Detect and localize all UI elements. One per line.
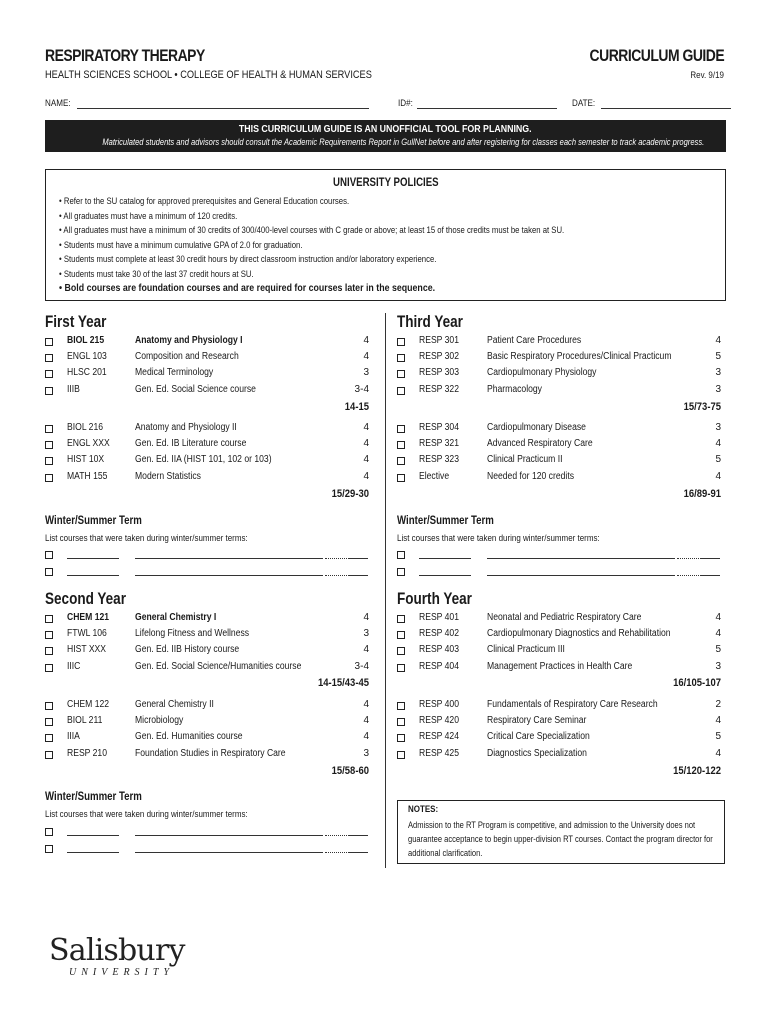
course-name-wrap [487,731,721,742]
course-name: Cardiopulmonary Diagnostics and Rehabilitation [487,628,671,640]
winter-summer-note: List courses that were taken during winter/summer terms: [45,809,248,820]
column-divider [385,313,386,868]
id-field[interactable] [398,98,557,109]
course-name-wrap [487,454,721,465]
course-checkbox[interactable] [397,631,405,639]
course-checkbox[interactable] [45,354,53,362]
policy-item: • All graduates must have a minimum of 120 credits. [59,210,238,221]
year-title: Third Year [397,313,463,331]
semester-total: 15/58-60 [331,765,369,777]
course-credits: 2 [715,699,721,710]
course-checkbox[interactable] [45,647,53,655]
course-row[interactable] [397,731,721,747]
course-checkbox[interactable] [45,631,53,639]
course-name: Medical Terminology [135,367,214,379]
course-row[interactable] [45,471,369,487]
course-code: RESP 425 [419,747,460,759]
course-checkbox[interactable] [45,425,53,433]
course-code: RESP 302 [419,351,460,363]
policy-item: • Refer to the SU catalog for approved prerequisites and General Education courses. [59,196,350,206]
course-name: Gen. Ed. Social Science/Humanities course [135,660,302,672]
course-code: IIIB [67,383,80,395]
course-credits: 4 [363,438,369,450]
winter-summer-title: Winter/Summer Term [397,515,494,527]
course-credits: 3-4 [354,383,369,395]
policy-item: • Students must have a minimum cumulative GPA of 2.0 for graduation. [59,239,303,250]
course-checkbox[interactable] [45,441,53,449]
policy-item: • All graduates must have a minimum of 30 credits of 300/400-level courses with C grade or above; at least 15 of those credits must be taken at SU. [59,225,565,235]
course-name: Pharmacology [487,383,542,395]
course-code: FTWL 106 [67,628,107,640]
semester-total: 16/105-107 [673,677,721,689]
course-name-wrap [487,367,721,378]
school-subtitle: HEALTH SCIENCES SCHOOL • COLLEGE OF HEALTH & HUMAN SERVICES [45,69,372,81]
course-name-wrap [135,422,369,433]
course-checkbox[interactable] [45,387,53,395]
date-line[interactable] [601,98,731,109]
semester-total: 15/73-75 [683,401,721,413]
notes-box [397,800,725,864]
course-name: Needed for 120 credits [487,470,575,482]
course-checkbox[interactable] [397,664,405,672]
course-name-wrap [487,699,721,710]
checkbox[interactable] [45,568,53,576]
course-row[interactable] [45,748,369,764]
course-row[interactable] [397,422,721,438]
course-name: Composition and Research [135,351,239,363]
winter-summer-title: Winter/Summer Term [45,791,142,803]
winter-summer-entry[interactable] [45,566,375,580]
checkbox[interactable] [397,568,405,576]
course-name: Diagnostics Specialization [487,747,587,759]
course-credits: 3 [715,422,721,433]
policies-list [59,194,646,296]
course-checkbox[interactable] [397,647,405,655]
revision-label: Rev. 9/19 [690,70,724,81]
course-name-wrap [135,367,369,378]
course-row[interactable] [45,661,369,677]
year-title: Second Year [45,590,126,608]
course-name-wrap [135,699,369,710]
course-code: ENGL XXX [67,438,110,450]
year-title: First Year [45,313,107,331]
course-name: Clinical Practicum II [487,454,563,466]
checkbox[interactable] [45,845,53,853]
winter-summer-entry[interactable] [397,549,727,563]
course-code: RESP 400 [419,699,460,710]
course-credits: 4 [715,715,721,727]
course-row[interactable] [45,351,369,367]
course-row[interactable] [397,454,721,470]
course-checkbox[interactable] [397,425,405,433]
course-credits: 3 [363,367,369,379]
document-title: CURRICULUM GUIDE [589,46,724,65]
course-checkbox[interactable] [45,338,53,346]
course-code: RESP 402 [419,628,460,640]
winter-summer-entry[interactable] [45,826,375,840]
course-credits: 4 [715,438,721,450]
course-name-wrap [487,422,721,433]
name-label: NAME: [45,98,71,109]
course-code: HIST 10X [67,454,105,466]
course-name-wrap [487,628,721,639]
planning-banner [45,120,726,152]
course-credits: 5 [715,644,721,656]
course-name: General Chemistry I [135,612,217,623]
notes-body: Admission to the RT Program is competitive, and admission to the University does not guarantee acceptance to begin upper-division RT courses. Contact the program director for additional clarification. [408,820,713,858]
semester-total: 14-15/43-45 [317,677,369,689]
course-checkbox[interactable] [397,615,405,623]
course-checkbox[interactable] [45,615,53,623]
course-row[interactable] [45,454,369,470]
course-row[interactable] [397,335,721,351]
course-checkbox[interactable] [397,354,405,362]
course-code: RESP 420 [419,715,460,727]
course-row[interactable] [397,644,721,660]
course-row[interactable] [45,367,369,383]
course-name: Respiratory Care Seminar [487,715,587,727]
course-checkbox[interactable] [45,702,53,710]
course-checkbox[interactable] [397,457,405,465]
semester-total: 16/89-91 [683,488,721,500]
course-credits: 4 [363,470,369,482]
course-name: General Chemistry II [135,699,214,710]
course-credits: 4 [715,470,721,482]
course-name: Foundation Studies in Respiratory Care [135,747,286,759]
winter-summer-entry[interactable] [45,549,375,563]
course-code: HIST XXX [67,644,107,656]
course-row[interactable] [397,438,721,454]
course-name-wrap [135,454,369,465]
date-label: DATE: [572,98,596,109]
date-field[interactable] [572,98,731,109]
course-code: RESP 210 [67,747,108,759]
course-name: Anatomy and Physiology II [135,422,237,433]
winter-summer-title: Winter/Summer Term [45,515,142,527]
semester-total: 14-15 [344,401,369,413]
logo-subtitle: UNIVERSITY [69,967,174,978]
course-checkbox[interactable] [397,702,405,710]
course-name-wrap [135,335,369,346]
course-code: IIIA [67,731,80,743]
course-checkbox[interactable] [45,664,53,672]
checkbox[interactable] [397,551,405,559]
course-row[interactable] [397,748,721,764]
course-name: Cardiopulmonary Disease [487,422,586,433]
course-name: Clinical Practicum III [487,644,565,656]
course-name: Modern Statistics [135,470,201,482]
course-name-wrap [135,661,369,672]
course-name-wrap [135,748,369,759]
course-row[interactable] [45,644,369,660]
course-row[interactable] [45,628,369,644]
course-row[interactable] [397,367,721,383]
course-name: Gen. Ed. Humanities course [135,731,243,743]
course-checkbox[interactable] [397,734,405,742]
course-row[interactable] [397,628,721,644]
course-name-wrap [487,384,721,395]
course-row[interactable] [397,715,721,731]
course-credits: 4 [715,612,721,623]
course-name-wrap [487,612,721,623]
course-checkbox[interactable] [45,457,53,465]
winter-summer-note: List courses that were taken during winter/summer terms: [397,533,600,544]
course-code: RESP 322 [419,383,460,395]
course-name-wrap [135,628,369,639]
course-checkbox[interactable] [45,718,53,726]
year-title: Fourth Year [397,590,472,608]
course-credits: 4 [363,335,369,346]
course-credits: 5 [715,731,721,743]
course-name-wrap [487,715,721,726]
id-line[interactable] [417,98,557,109]
course-row[interactable] [397,384,721,400]
course-credits: 5 [715,454,721,466]
banner-title: THIS CURRICULUM GUIDE IS AN UNOFFICIAL TOOL FOR PLANNING. [239,123,532,135]
course-code: CHEM 121 [67,612,110,623]
course-name: Anatomy and Physiology I [135,335,243,346]
course-name-wrap [135,438,369,449]
course-checkbox[interactable] [397,441,405,449]
name-line[interactable] [77,98,369,109]
course-credits: 3-4 [354,660,369,672]
course-code: BIOL 211 [67,715,103,727]
course-name: Gen. Ed. Social Science course [135,383,256,395]
course-credits: 4 [363,612,369,623]
banner-subtitle: Matriculated students and advisors should consult the Academic Requirements Report in GullNet before and after registering for classes each semester to track academic progress. [102,137,705,147]
course-row[interactable] [45,715,369,731]
course-row[interactable] [45,438,369,454]
course-row[interactable] [397,612,721,628]
course-name: Microbiology [135,715,184,727]
course-code: RESP 404 [419,660,460,672]
course-name-wrap [135,644,369,655]
winter-summer-entry[interactable] [397,566,727,580]
course-name: Cardiopulmonary Physiology [487,367,597,379]
course-name: Basic Respiratory Procedures/Clinical Practicum [487,351,672,363]
course-credits: 3 [363,628,369,640]
course-row[interactable] [397,699,721,715]
checkbox[interactable] [45,828,53,836]
course-credits: 4 [363,422,369,433]
course-name-wrap [487,351,721,362]
course-name: Gen. Ed. IB Literature course [135,438,247,450]
course-name-wrap [487,661,721,672]
course-name-wrap [135,384,369,395]
course-name: Lifelong Fitness and Wellness [135,628,250,640]
course-checkbox[interactable] [45,734,53,742]
course-credits: 4 [363,715,369,727]
course-name-wrap [487,335,721,346]
course-name-wrap [135,612,369,623]
course-checkbox[interactable] [397,370,405,378]
course-code: CHEM 122 [67,699,110,710]
course-credits: 3 [715,660,721,672]
course-checkbox[interactable] [45,370,53,378]
course-name-wrap [487,644,721,655]
salisbury-university-logo [49,933,184,981]
logo-wordmark: Salisbury [49,933,185,968]
course-credits: 4 [363,699,369,710]
course-name-wrap [135,471,369,482]
course-code: Elective [419,470,450,482]
winter-summer-entry[interactable] [45,843,375,857]
course-code: RESP 321 [419,438,460,450]
course-checkbox[interactable] [397,718,405,726]
policies-title: UNIVERSITY POLICIES [332,177,439,189]
semester-total: 15/29-30 [331,488,369,500]
program-title: RESPIRATORY THERAPY [45,46,205,65]
course-code: RESP 323 [419,454,460,466]
winter-summer-note: List courses that were taken during winter/summer terms: [45,533,248,544]
course-credits: 4 [715,747,721,759]
notes-title: NOTES: [408,804,439,815]
course-code: RESP 303 [419,367,460,379]
course-name-wrap [135,731,369,742]
course-name: Neonatal and Pediatric Respiratory Care [487,612,642,623]
course-row[interactable] [45,612,369,628]
course-code: RESP 424 [419,731,460,743]
course-name: Fundamentals of Respiratory Care Research [487,699,658,710]
course-credits: 5 [715,351,721,363]
course-credits: 4 [363,351,369,363]
course-credits: 3 [715,367,721,379]
university-policies-box [45,169,726,301]
course-name-wrap [487,438,721,449]
course-name: Critical Care Specialization [487,731,590,743]
course-credits: 4 [715,628,721,640]
course-code: IIIC [67,660,81,672]
course-checkbox[interactable] [45,751,53,759]
course-name-wrap [487,471,721,482]
course-name-wrap [487,748,721,759]
course-name: Gen. Ed. IIB History course [135,644,240,656]
policy-item: • Students must complete at least 30 credit hours by direct classroom instruction and/or laboratory experience. [59,254,437,264]
course-credits: 4 [363,644,369,656]
course-name: Management Practices in Health Care [487,660,633,672]
course-row[interactable] [45,384,369,400]
course-checkbox[interactable] [397,338,405,346]
course-checkbox[interactable] [397,751,405,759]
policy-item: • Students must take 30 of the last 37 credit hours at SU. [59,268,254,279]
course-code: RESP 301 [419,335,460,346]
course-row[interactable] [397,351,721,367]
course-row[interactable] [45,731,369,747]
policy-item-foundation: • Bold courses are foundation courses and are required for courses later in the sequence. [59,282,436,294]
course-name: Patient Care Procedures [487,335,582,346]
course-code: BIOL 215 [67,335,105,346]
course-credits: 4 [715,335,721,346]
checkbox[interactable] [45,551,53,559]
course-code: HLSC 201 [67,367,107,379]
course-checkbox[interactable] [45,474,53,482]
course-code: BIOL 216 [67,422,104,433]
course-credits: 3 [715,383,721,395]
id-label: ID#: [398,98,413,109]
course-name: Gen. Ed. IIA (HIST 101, 102 or 103) [135,454,272,466]
course-code: MATH 155 [67,470,108,482]
course-name-wrap [135,351,369,362]
course-checkbox[interactable] [397,474,405,482]
name-field[interactable] [45,98,369,109]
course-row[interactable] [45,422,369,438]
course-row[interactable] [397,661,721,677]
course-name: Advanced Respiratory Care [487,438,593,450]
course-code: RESP 401 [419,612,460,623]
course-row[interactable] [397,471,721,487]
course-credits: 4 [363,731,369,743]
course-credits: 4 [363,454,369,466]
semester-total: 15/120-122 [673,765,721,777]
course-code: RESP 304 [419,422,460,433]
course-row[interactable] [45,335,369,351]
course-code: RESP 403 [419,644,460,656]
course-name-wrap [135,715,369,726]
course-checkbox[interactable] [397,387,405,395]
course-row[interactable] [45,699,369,715]
course-credits: 3 [363,747,369,759]
course-code: ENGL 103 [67,351,107,363]
